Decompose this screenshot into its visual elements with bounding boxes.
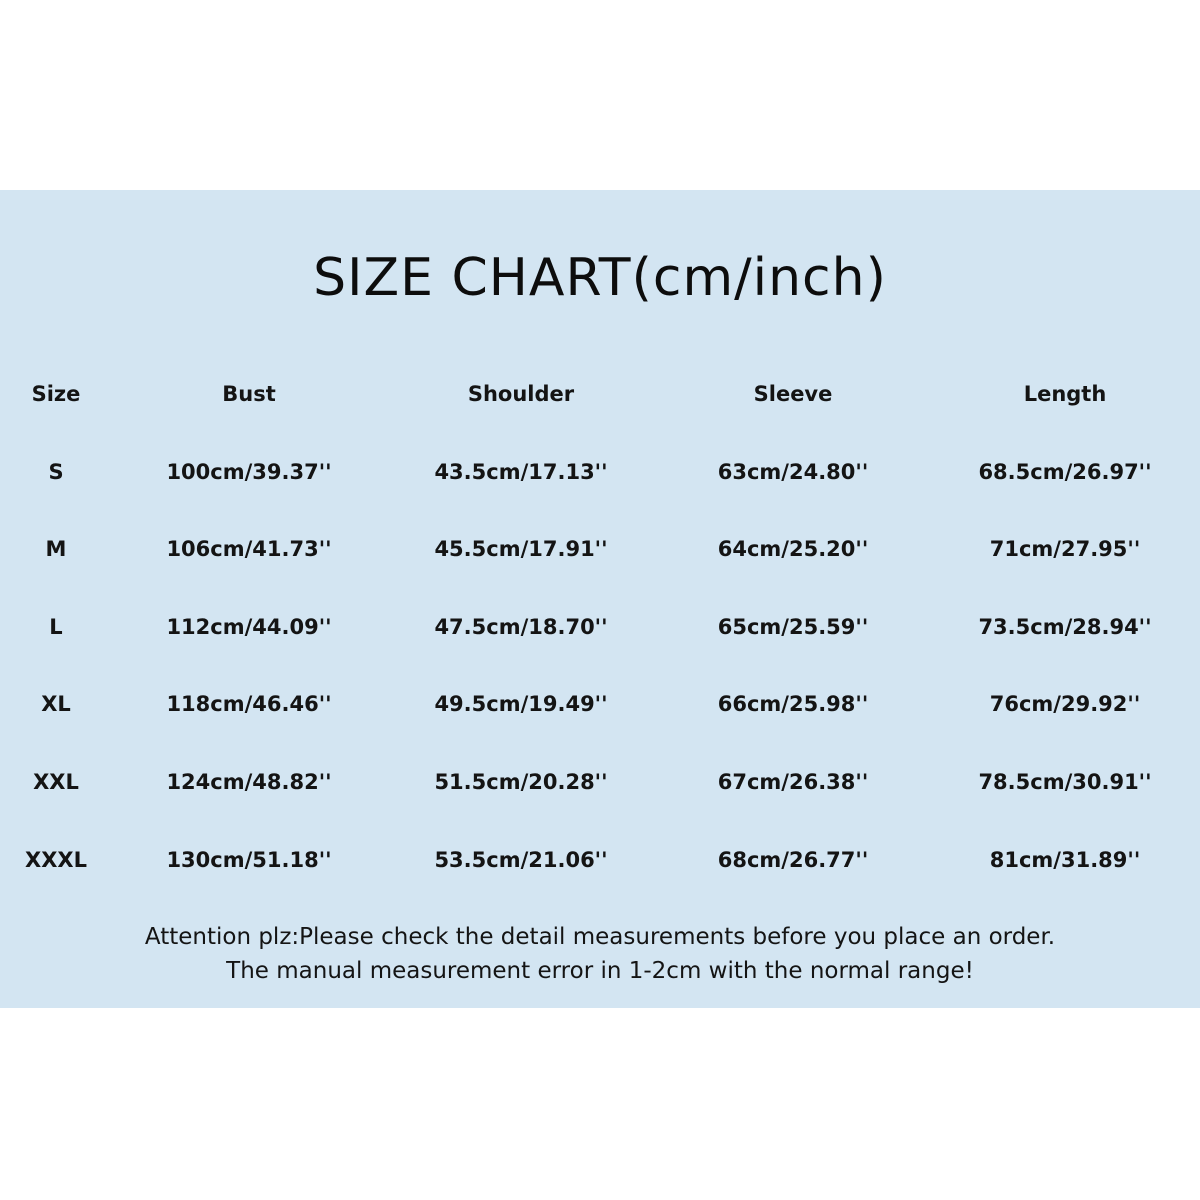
header-bust: Bust xyxy=(222,382,276,406)
chart-title: SIZE CHART(cm/inch) xyxy=(313,248,887,308)
cell-sleeve: 65cm/25.59'' xyxy=(717,614,869,639)
cell-length: 81cm/31.89'' xyxy=(989,847,1141,872)
cell-size: S xyxy=(48,459,64,484)
cell-bust: 106cm/41.73'' xyxy=(166,537,332,562)
cell-shoulder: 43.5cm/17.13'' xyxy=(434,459,608,484)
table-row xyxy=(0,535,1200,613)
header-sleeve: Sleeve xyxy=(753,382,833,406)
cell-length: 76cm/29.92'' xyxy=(989,692,1141,717)
cell-size: M xyxy=(45,537,67,562)
cell-sleeve: 64cm/25.20'' xyxy=(717,537,869,562)
cell-length: 78.5cm/30.91'' xyxy=(978,769,1152,794)
cell-sleeve: 66cm/25.98'' xyxy=(717,692,869,717)
cell-bust: 100cm/39.37'' xyxy=(166,459,332,484)
cell-bust: 124cm/48.82'' xyxy=(166,769,332,794)
table-row xyxy=(0,846,1200,924)
cell-shoulder: 45.5cm/17.91'' xyxy=(434,537,608,562)
header-length: Length xyxy=(1023,382,1107,406)
attention-note: Attention plz:Please check the detail measurements before you place an order. xyxy=(144,924,1056,950)
cell-bust: 112cm/44.09'' xyxy=(166,614,332,639)
size-chart-panel xyxy=(0,190,1200,1008)
cell-sleeve: 67cm/26.38'' xyxy=(717,769,869,794)
table-row xyxy=(0,458,1200,536)
cell-shoulder: 51.5cm/20.28'' xyxy=(434,769,608,794)
cell-size: XXXL xyxy=(25,847,87,872)
header-shoulder: Shoulder xyxy=(467,382,575,406)
cell-shoulder: 49.5cm/19.49'' xyxy=(434,692,608,717)
table-row xyxy=(0,690,1200,768)
cell-size: XL xyxy=(41,692,71,717)
cell-length: 73.5cm/28.94'' xyxy=(978,614,1152,639)
table-header-row xyxy=(0,380,1200,458)
table-row xyxy=(0,768,1200,846)
cell-size: L xyxy=(49,614,63,639)
cell-bust: 130cm/51.18'' xyxy=(166,847,332,872)
cell-sleeve: 68cm/26.77'' xyxy=(717,847,869,872)
cell-bust: 118cm/46.46'' xyxy=(166,692,332,717)
cell-shoulder: 47.5cm/18.70'' xyxy=(434,614,608,639)
cell-length: 71cm/27.95'' xyxy=(989,537,1141,562)
cell-shoulder: 53.5cm/21.06'' xyxy=(434,847,608,872)
cell-size: XXL xyxy=(33,769,79,794)
table-row xyxy=(0,613,1200,691)
measurement-error-note: The manual measurement error in 1-2cm with the normal range! xyxy=(226,958,974,984)
size-table xyxy=(0,380,1200,923)
cell-sleeve: 63cm/24.80'' xyxy=(717,459,869,484)
header-size: Size xyxy=(31,382,81,406)
cell-length: 68.5cm/26.97'' xyxy=(978,459,1152,484)
